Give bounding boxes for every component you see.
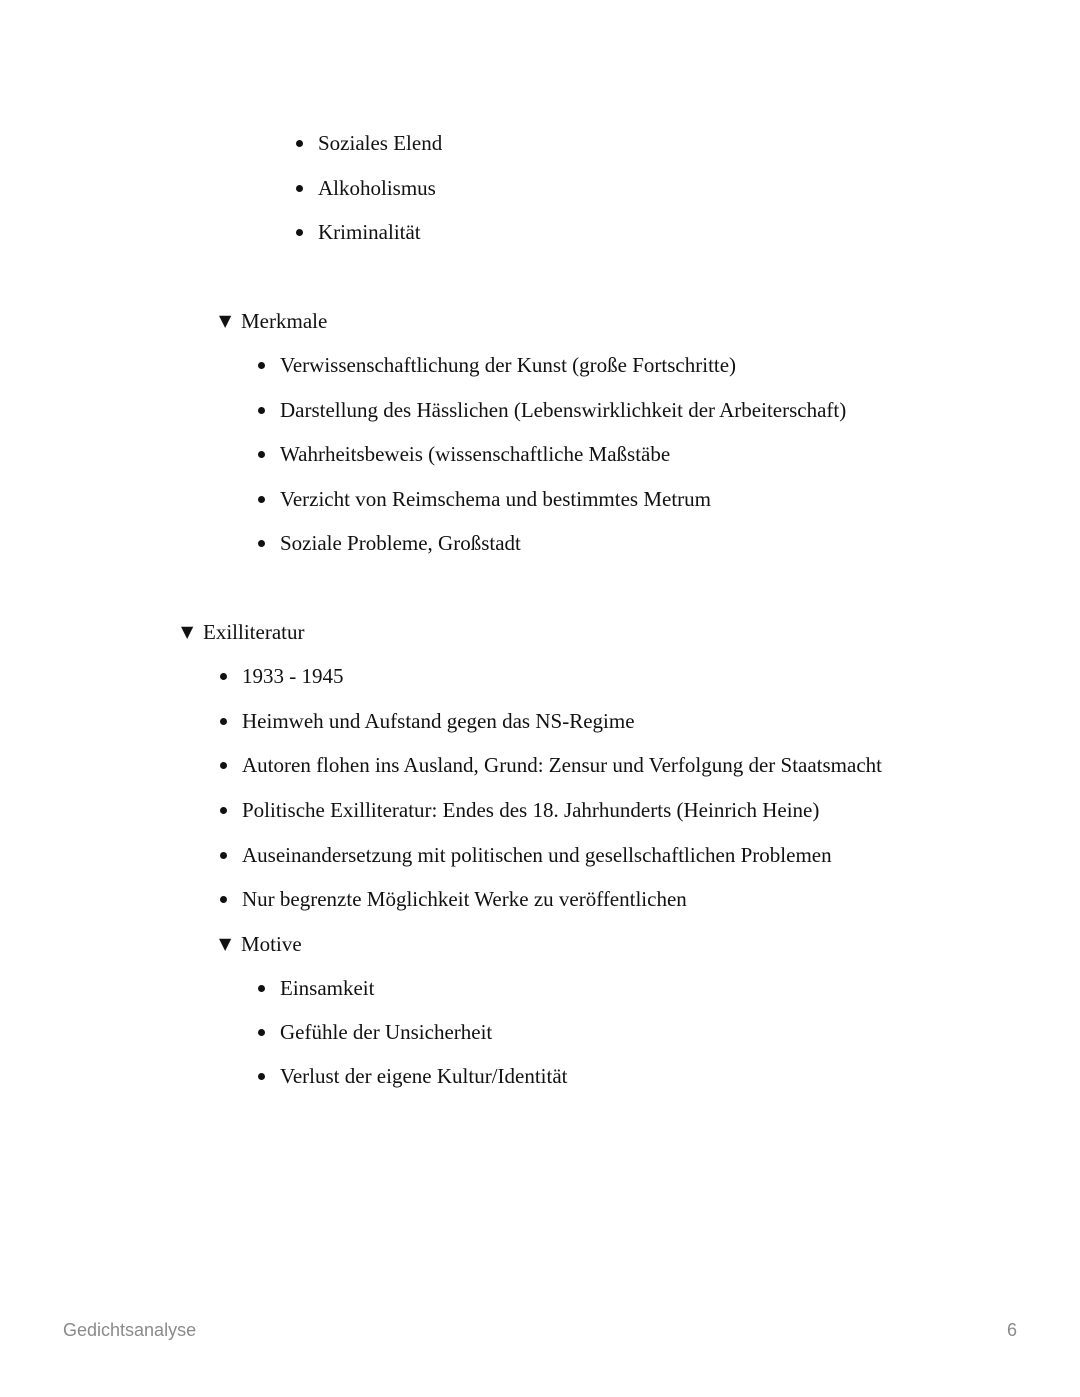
list-item: Politische Exilliteratur: Endes des 18. Jahrhunderts (Heinrich Heine) [242,798,820,822]
toggle-motive[interactable] [219,932,302,956]
list-item: Heimweh und Aufstand gegen das NS-Regime [242,709,635,733]
triangle-down-icon[interactable]: ▼ [219,934,232,953]
list-item: Autoren flohen ins Ausland, Grund: Zensur und Verfolgung der Staatsmacht [242,753,882,777]
list-item: Darstellung des Hässlichen (Lebenswirklichkeit der Arbeiterschaft) [280,398,847,422]
list-item: Alkoholismus [318,176,436,200]
toggle-merkmale[interactable] [219,309,328,333]
list-item: Nur begrenzte Möglichkeit Werke zu veröffentlichen [242,887,687,911]
triangle-down-icon[interactable]: ▼ [219,311,232,330]
footer-page-number: 6 [1006,1320,1017,1340]
list-item: Einsamkeit [280,976,375,1000]
toggle-label: Exilliteratur [203,620,305,644]
list-item: Soziales Elend [318,131,443,155]
toggle-exilliteratur[interactable] [181,620,305,644]
toggle-label: Motive [241,932,302,956]
list-item: Soziale Probleme, Großstadt [280,531,521,555]
toggle-label: Merkmale [241,309,328,333]
footer-document-title: Gedichtsanalyse [63,1320,197,1340]
list-item: 1933 - 1945 [242,664,344,688]
list-item: Kriminalität [318,220,421,244]
list-item: Wahrheitsbeweis (wissenschaftliche Maßstäbe [280,442,671,466]
list-item: Gefühle der Unsicherheit [280,1020,493,1044]
list-item: Verzicht von Reimschema und bestimmtes Metrum [280,487,711,511]
list-item: Verwissenschaftlichung der Kunst (große Fortschritte) [280,353,737,377]
triangle-down-icon[interactable]: ▼ [181,622,194,641]
list-item: Auseinandersetzung mit politischen und gesellschaftlichen Problemen [242,843,832,867]
list-item: Verlust der eigene Kultur/Identität [280,1064,568,1088]
